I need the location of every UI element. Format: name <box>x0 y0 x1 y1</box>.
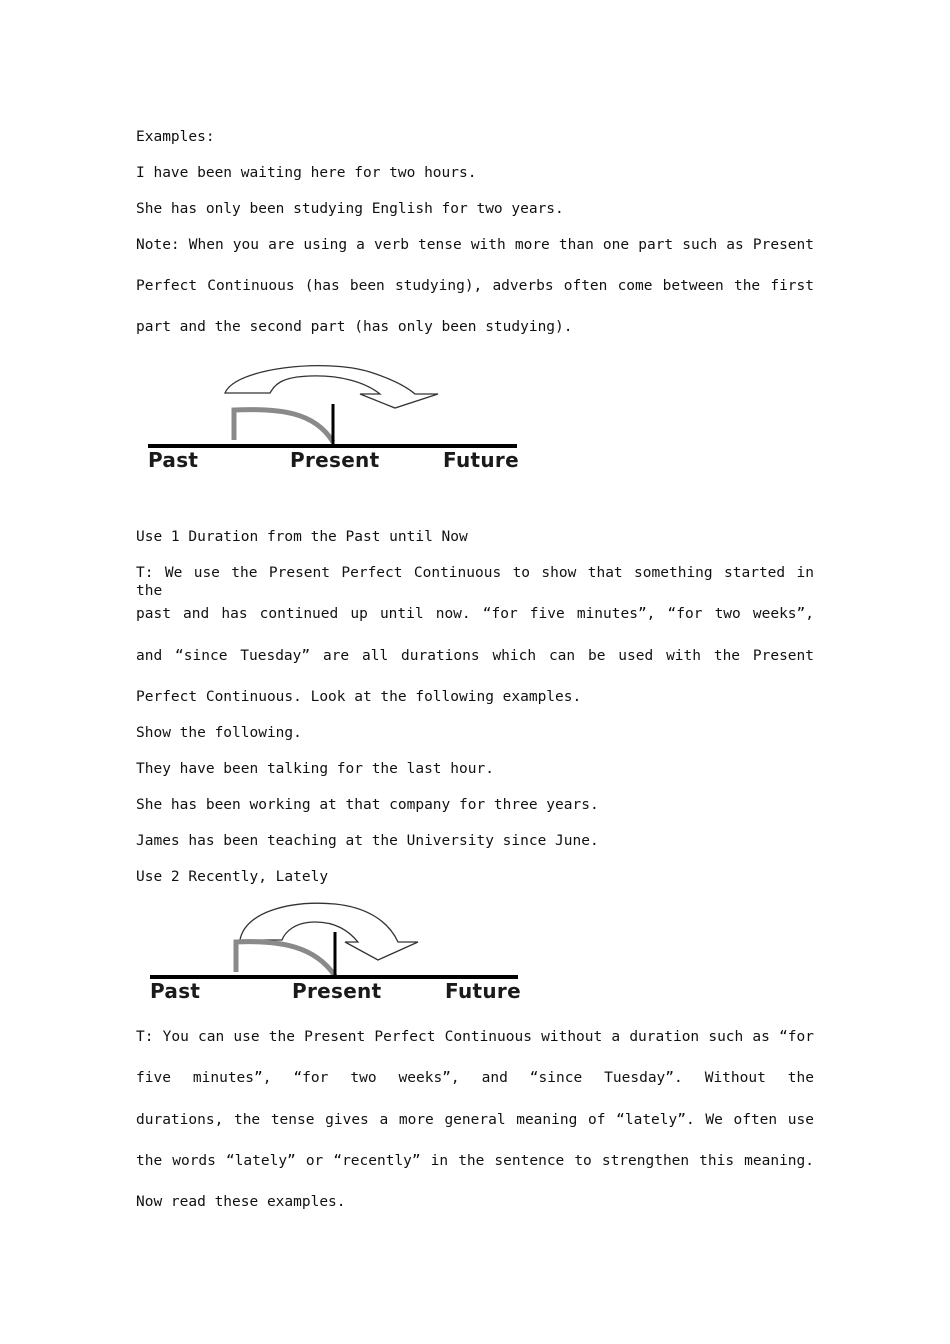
use2-heading: Use 2 Recently, Lately <box>136 869 329 885</box>
duration-bar <box>236 942 335 976</box>
paragraph-line: the words “lately” or “recently” in the sentence to strengthen this meaning. <box>136 1153 814 1169</box>
timeline-diagram <box>140 892 530 1007</box>
note-line: part and the second part (has only been studying). <box>136 319 573 335</box>
examples-heading: Examples: <box>136 129 215 145</box>
duration-bar <box>234 410 333 442</box>
label-present: Present <box>292 979 382 1003</box>
paragraph-line: T: You can use the Present Perfect Continuous without a duration such as “for <box>136 1029 814 1045</box>
paragraph-line: durations, the tense gives a more general meaning of “lately”. We often use <box>136 1112 814 1128</box>
paragraph-line: and “since Tuesday” are all durations which can be used with the Present <box>136 648 814 664</box>
timeline-diagram <box>140 360 530 475</box>
paragraph-line: past and has continued up until now. “for five minutes”, “for two weeks”, <box>136 606 814 622</box>
paragraph-line: T: We use the Present Perfect Continuous to show that something started in the <box>136 565 814 599</box>
label-future: Future <box>443 448 519 472</box>
note-line: Perfect Continuous (has been studying), adverbs often come between the first <box>136 278 814 294</box>
example-sentence: They have been talking for the last hour. <box>136 761 494 777</box>
use1-heading: Use 1 Duration from the Past until Now <box>136 529 468 545</box>
label-present: Present <box>290 448 380 472</box>
instruction-line: Show the following. <box>136 725 302 741</box>
paragraph-line: Now read these examples. <box>136 1194 346 1210</box>
paragraph-line: five minutes”, “for two weeks”, and “since Tuesday”. Without the <box>136 1070 814 1086</box>
label-past: Past <box>148 448 199 472</box>
paragraph-line: Perfect Continuous. Look at the following examples. <box>136 689 582 705</box>
example-sentence: James has been teaching at the University since June. <box>136 833 599 849</box>
label-past: Past <box>150 979 201 1003</box>
example-sentence: She has been working at that company for three years. <box>136 797 599 813</box>
label-future: Future <box>445 979 521 1003</box>
arrow-icon <box>240 903 418 960</box>
note-line: Note: When you are using a verb tense with more than one part such as Present <box>136 237 814 253</box>
example-sentence: She has only been studying English for two years. <box>136 201 564 217</box>
arrow-icon <box>225 366 438 408</box>
example-sentence: I have been waiting here for two hours. <box>136 165 477 181</box>
